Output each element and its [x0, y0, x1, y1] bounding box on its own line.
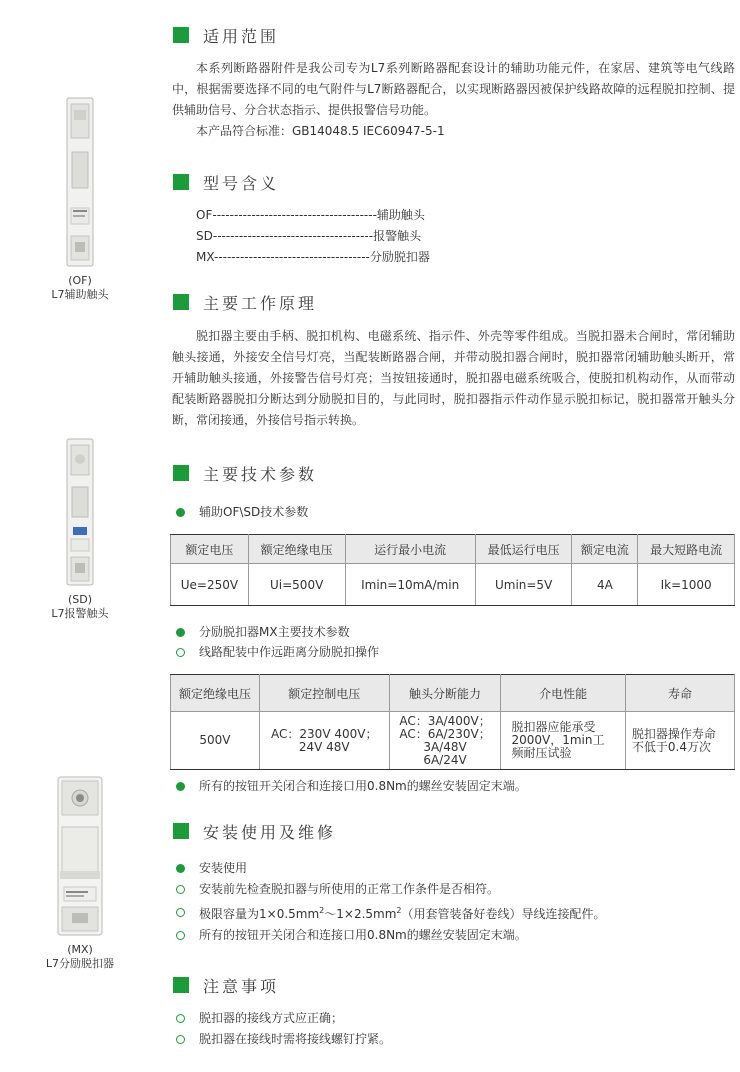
bullet-text: 安装前先检查脱扣器与所使用的正常工作条件是否相符。 — [199, 882, 500, 896]
table-row — [171, 564, 735, 606]
bullet-dot-icon — [176, 628, 185, 637]
cell-line: 脱扣器应能承受 — [511, 720, 596, 734]
model-code: MX — [196, 250, 214, 264]
section-scope — [170, 25, 735, 45]
model-list — [170, 205, 735, 268]
section-marker-icon — [173, 977, 189, 993]
cell-line: AC：3A/400V； — [399, 713, 491, 728]
cell-line: 不低于0.4万次 — [631, 739, 711, 754]
table-cell: Ue=250V — [171, 564, 249, 606]
section-tech-params — [170, 463, 735, 483]
table-cell: Imin=10mA/min — [345, 564, 475, 606]
product-sd — [30, 437, 130, 621]
table-header-cell: 介电性能 — [501, 675, 625, 712]
model-desc: 辅助触头 — [376, 208, 425, 222]
bullet-text: 辅助OF\SD技术参数 — [199, 505, 309, 519]
bullet-dot-icon — [176, 508, 185, 517]
bullet-circle-icon — [176, 908, 185, 917]
cell-line: 2000V，1min工 — [511, 733, 605, 747]
table-header-cell: 触头分断能力 — [389, 675, 501, 712]
table-header-row — [171, 675, 735, 712]
table-header-cell: 额定绝缘电压 — [248, 535, 345, 564]
bullet-text: 所有的按钮开关闭合和连接口用0.8Nm的螺丝安装固定末端。 — [199, 928, 527, 942]
cell-line: 3A/48V — [423, 739, 467, 754]
product-column — [0, 0, 160, 1072]
bullet-text: 分励脱扣器MX主要技术参数 — [199, 625, 350, 639]
table-header-cell: 最大短路电流 — [638, 535, 735, 564]
sd-device-image — [63, 437, 97, 587]
product-code: (OF) — [68, 274, 92, 287]
section-title: 型号含义 — [203, 173, 280, 193]
model-code: SD — [196, 229, 213, 243]
model-dash: -------------------------------------- — [212, 208, 377, 222]
table-header-row — [171, 535, 735, 564]
product-name: L7分励脱扣器 — [45, 957, 115, 970]
section-marker-icon — [173, 465, 189, 481]
bullet-circle-icon — [176, 648, 185, 657]
section-notes — [170, 975, 735, 995]
bullet-text: 线路配装中作远距离分励脱扣操作 — [199, 645, 380, 659]
install-list — [170, 858, 735, 946]
table-header-cell: 运行最小电流 — [345, 535, 475, 564]
table-cell — [389, 712, 501, 770]
product-mx — [30, 775, 130, 971]
table-cell: Umin=5V — [475, 564, 572, 606]
product-code: (SD) — [67, 593, 93, 606]
bullet-text: 脱扣器在接线时需将接线螺钉拧紧。 — [199, 1032, 392, 1046]
section-marker-icon — [173, 174, 189, 190]
model-dash: ------------------------------------ — [213, 250, 370, 264]
capacity-text-a: 极限容量为1×0.5mm — [199, 907, 320, 921]
model-desc: 分励脱扣器 — [369, 250, 430, 264]
scope-text — [170, 58, 735, 142]
bullet-circle-icon — [176, 1035, 185, 1044]
bullet-dot-icon — [176, 864, 185, 873]
cell-line: 24V 48V — [298, 739, 350, 754]
bullet-text: 安装使用 — [199, 861, 248, 875]
section-title: 适用范围 — [203, 26, 280, 46]
table-cell — [259, 712, 389, 770]
table-header-cell: 最低运行电压 — [475, 535, 572, 564]
bullet-of-sd — [170, 502, 735, 522]
notes-list — [170, 1008, 735, 1050]
section-principle — [170, 292, 735, 312]
of-device-image — [63, 96, 97, 268]
model-row-of — [170, 205, 735, 226]
model-code: OF — [196, 208, 213, 222]
table-cell: 4A — [572, 564, 638, 606]
table-header-cell: 额定控制电压 — [259, 675, 389, 712]
table-header-cell: 额定绝缘电压 — [171, 675, 260, 712]
cell-line: AC：6A/230V； — [399, 726, 491, 741]
cell-line: AC：230V 400V； — [271, 726, 378, 741]
section-title: 主要工作原理 — [203, 293, 318, 313]
bullet-circle-icon — [176, 885, 185, 894]
bullets-mx — [170, 622, 735, 662]
cell-line: 频耐压试验 — [511, 746, 572, 760]
superscript: 2 — [396, 906, 402, 915]
bullet-text: 所有的按钮开关闭合和连接口用0.8Nm的螺丝安装固定末端。 — [199, 779, 527, 793]
mx-device-image — [54, 775, 106, 937]
superscript: 2 — [319, 906, 325, 915]
scope-standard: 本产品符合标准：GB14048.5 IEC60947-5-1 — [196, 124, 445, 138]
section-title: 主要技术参数 — [203, 464, 318, 484]
model-row-sd — [170, 226, 735, 247]
section-marker-icon — [173, 294, 189, 310]
cell-line: 脱扣器操作寿命 — [631, 726, 716, 741]
product-of — [30, 96, 130, 302]
section-marker-icon — [173, 823, 189, 839]
section-install — [170, 821, 735, 841]
model-dash: ------------------------------------- — [212, 229, 374, 243]
capacity-text-b: ～1×2.5mm — [324, 907, 397, 921]
product-name: L7辅助触头 — [51, 288, 109, 301]
bullet-dot-icon — [176, 782, 185, 791]
table-row — [171, 712, 735, 770]
table-mx — [170, 674, 735, 770]
model-row-mx — [170, 247, 735, 268]
bullet-text: 脱扣器的接线方式应正确； — [199, 1011, 344, 1025]
table-cell — [501, 712, 625, 770]
product-code: (MX) — [67, 943, 93, 956]
principle-text — [170, 326, 735, 431]
capacity-text-c: （用套管装备好卷线）导线连接配件。 — [401, 907, 606, 921]
table-cell: Ui=500V — [248, 564, 345, 606]
bullet-circle-icon — [176, 931, 185, 940]
cell-line: 6A/24V — [423, 752, 467, 767]
bullet-circle-icon — [176, 1014, 185, 1023]
section-marker-icon — [173, 27, 189, 43]
table-cell: 500V — [171, 712, 260, 770]
table-cell — [625, 712, 734, 770]
product-name: L7报警触头 — [51, 607, 109, 620]
table-of-sd — [170, 534, 735, 606]
scope-paragraph: 本系列断路器附件是我公司专为L7系列断路器配套设计的辅助功能元件，在家居、建筑等电气线路中，根据需要选择不同的电气附件与L7断路器配合，以实现断路器因被保护线路故障的远程脱扣控制、提供辅助信号、分合状态指示、提供报警信号功能。 — [172, 61, 735, 117]
table-header-cell: 额定电压 — [171, 535, 249, 564]
table-header-cell: 寿命 — [625, 675, 734, 712]
bullet-screw-note — [170, 776, 735, 796]
principle-paragraph: 脱扣器主要由手柄、脱扣机构、电磁系统、指示件、外壳等零件组成。当脱扣器未合闸时，常闭辅助触头接通，外接安全信号灯亮，当配装断路器合闸，并带动脱扣器合闸时，脱扣器常闭辅助触头断开，常开辅助触头接通，外接警告信号灯亮；当按钮接通时，脱扣器电磁系统吸合，使脱扣机构动作，从而带动配装断路器脱扣分断达到分励脱扣目的，与此同时，脱扣器指示件动作显示脱扣标记，脱扣器常开触头分断，常闭接通，外接信号指示转换。 — [172, 329, 735, 427]
section-model — [170, 172, 735, 192]
table-cell: Ik=1000 — [638, 564, 735, 606]
bullet-text — [199, 900, 606, 925]
table-header-cell: 额定电流 — [572, 535, 638, 564]
section-title: 注意事项 — [203, 976, 280, 996]
section-title: 安装使用及维修 — [203, 822, 337, 842]
model-desc: 报警触头 — [373, 229, 422, 243]
